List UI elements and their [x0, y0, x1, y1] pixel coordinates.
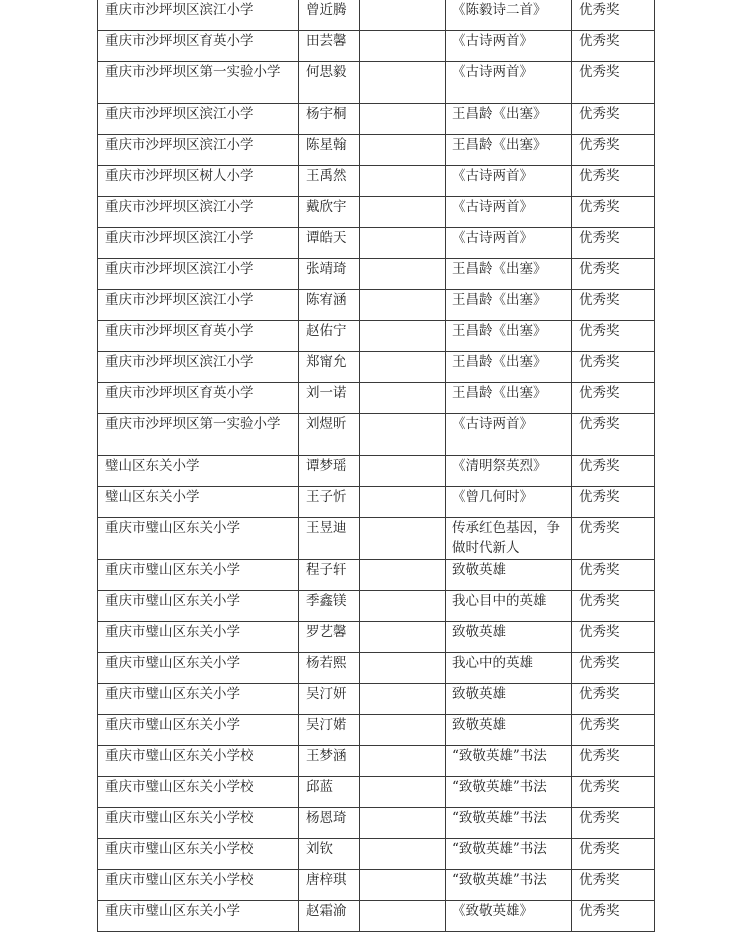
- award-cell: 优秀奖: [572, 321, 655, 352]
- name-cell: 赵霜渝: [299, 901, 360, 932]
- award-cell: 优秀奖: [572, 901, 655, 932]
- award-cell: 优秀奖: [572, 197, 655, 228]
- work-cell: 《古诗两首》: [446, 414, 572, 456]
- name-cell: 刘一诺: [299, 383, 360, 414]
- table-row: [98, 62, 655, 104]
- table-row: [98, 197, 655, 228]
- school-cell: 重庆市璧山区东关小学校: [98, 808, 299, 839]
- school-cell: 重庆市璧山区东关小学: [98, 518, 299, 560]
- school-cell: 重庆市沙坪坝区育英小学: [98, 321, 299, 352]
- school-cell: 重庆市璧山区东关小学: [98, 715, 299, 746]
- school-cell: 重庆市璧山区东关小学: [98, 591, 299, 622]
- blank-cell: [360, 715, 446, 746]
- school-cell: 重庆市沙坪坝区第一实验小学: [98, 414, 299, 456]
- work-cell: 《陈毅诗二首》: [446, 0, 572, 31]
- school-cell: 重庆市沙坪坝区育英小学: [98, 31, 299, 62]
- table-row: [98, 414, 655, 456]
- blank-cell: [360, 135, 446, 166]
- award-cell: 优秀奖: [572, 560, 655, 591]
- work-cell: 传承红色基因，争做时代新人: [446, 518, 572, 560]
- blank-cell: [360, 487, 446, 518]
- blank-cell: [360, 166, 446, 197]
- award-cell: 优秀奖: [572, 352, 655, 383]
- table-row: [98, 166, 655, 197]
- blank-cell: [360, 62, 446, 104]
- name-cell: 陈星翰: [299, 135, 360, 166]
- school-cell: 重庆市璧山区东关小学: [98, 901, 299, 932]
- table-row: [98, 290, 655, 321]
- award-cell: 优秀奖: [572, 715, 655, 746]
- work-cell: 《古诗两首》: [446, 166, 572, 197]
- name-cell: 吴汀婼: [299, 715, 360, 746]
- school-cell: 重庆市璧山区东关小学校: [98, 839, 299, 870]
- blank-cell: [360, 104, 446, 135]
- blank-cell: [360, 414, 446, 456]
- blank-cell: [360, 197, 446, 228]
- award-cell: 优秀奖: [572, 622, 655, 653]
- name-cell: 王梦涵: [299, 746, 360, 777]
- table-row: [98, 560, 655, 591]
- school-cell: 重庆市沙坪坝区滨江小学: [98, 197, 299, 228]
- school-cell: 重庆市璧山区东关小学校: [98, 870, 299, 901]
- award-cell: 优秀奖: [572, 62, 655, 104]
- work-cell: 《古诗两首》: [446, 62, 572, 104]
- award-cell: 优秀奖: [572, 746, 655, 777]
- name-cell: 刘钦: [299, 839, 360, 870]
- blank-cell: [360, 777, 446, 808]
- blank-cell: [360, 560, 446, 591]
- name-cell: 曾近腾: [299, 0, 360, 31]
- award-cell: 优秀奖: [572, 166, 655, 197]
- name-cell: 季鑫镁: [299, 591, 360, 622]
- awards-table-body: [98, 0, 655, 932]
- table-row: [98, 487, 655, 518]
- school-cell: 重庆市沙坪坝区滨江小学: [98, 228, 299, 259]
- name-cell: 谭梦瑶: [299, 456, 360, 487]
- school-cell: 璧山区东关小学: [98, 487, 299, 518]
- school-cell: 重庆市璧山区东关小学: [98, 560, 299, 591]
- name-cell: 赵佑宁: [299, 321, 360, 352]
- name-cell: 戴欣宇: [299, 197, 360, 228]
- table-row: [98, 456, 655, 487]
- school-cell: 重庆市璧山区东关小学: [98, 653, 299, 684]
- award-cell: 优秀奖: [572, 808, 655, 839]
- work-cell: 王昌龄《出塞》: [446, 321, 572, 352]
- school-cell: 重庆市沙坪坝区育英小学: [98, 383, 299, 414]
- table-row: [98, 31, 655, 62]
- blank-cell: [360, 808, 446, 839]
- table-row: [98, 870, 655, 901]
- award-cell: 优秀奖: [572, 259, 655, 290]
- blank-cell: [360, 684, 446, 715]
- work-cell: “致敬英雄”书法: [446, 808, 572, 839]
- work-cell: “致敬英雄”书法: [446, 777, 572, 808]
- table-row: [98, 591, 655, 622]
- name-cell: 田芸馨: [299, 31, 360, 62]
- name-cell: 王子忻: [299, 487, 360, 518]
- blank-cell: [360, 228, 446, 259]
- name-cell: 陈宥涵: [299, 290, 360, 321]
- award-cell: 优秀奖: [572, 104, 655, 135]
- name-cell: 杨宇桐: [299, 104, 360, 135]
- name-cell: 郑甯允: [299, 352, 360, 383]
- award-cell: 优秀奖: [572, 383, 655, 414]
- work-cell: 致敬英雄: [446, 560, 572, 591]
- table-row: [98, 228, 655, 259]
- award-cell: 优秀奖: [572, 0, 655, 31]
- award-cell: 优秀奖: [572, 870, 655, 901]
- work-cell: 王昌龄《出塞》: [446, 135, 572, 166]
- name-cell: 罗艺馨: [299, 622, 360, 653]
- table-row: [98, 653, 655, 684]
- school-cell: 重庆市璧山区东关小学校: [98, 777, 299, 808]
- award-cell: 优秀奖: [572, 456, 655, 487]
- award-cell: 优秀奖: [572, 684, 655, 715]
- work-cell: 王昌龄《出塞》: [446, 352, 572, 383]
- table-row: [98, 777, 655, 808]
- blank-cell: [360, 622, 446, 653]
- name-cell: 邱蓝: [299, 777, 360, 808]
- work-cell: “致敬英雄”书法: [446, 839, 572, 870]
- work-cell: 《古诗两首》: [446, 197, 572, 228]
- blank-cell: [360, 518, 446, 560]
- blank-cell: [360, 321, 446, 352]
- school-cell: 重庆市璧山区东关小学校: [98, 746, 299, 777]
- award-cell: 优秀奖: [572, 414, 655, 456]
- school-cell: 重庆市沙坪坝区滨江小学: [98, 290, 299, 321]
- table-row: [98, 622, 655, 653]
- blank-cell: [360, 383, 446, 414]
- name-cell: 吴汀妍: [299, 684, 360, 715]
- blank-cell: [360, 290, 446, 321]
- table-row: [98, 684, 655, 715]
- award-cell: 优秀奖: [572, 839, 655, 870]
- award-cell: 优秀奖: [572, 290, 655, 321]
- name-cell: 何思毅: [299, 62, 360, 104]
- school-cell: 重庆市璧山区东关小学: [98, 684, 299, 715]
- work-cell: 王昌龄《出塞》: [446, 104, 572, 135]
- awards-table: [97, 0, 655, 932]
- award-cell: 优秀奖: [572, 135, 655, 166]
- blank-cell: [360, 870, 446, 901]
- table-row: [98, 0, 655, 31]
- work-cell: 《清明祭英烈》: [446, 456, 572, 487]
- table-row: [98, 104, 655, 135]
- work-cell: 致敬英雄: [446, 684, 572, 715]
- blank-cell: [360, 352, 446, 383]
- school-cell: 重庆市璧山区东关小学: [98, 622, 299, 653]
- table-row: [98, 839, 655, 870]
- work-cell: “致敬英雄”书法: [446, 746, 572, 777]
- blank-cell: [360, 746, 446, 777]
- work-cell: “致敬英雄”书法: [446, 870, 572, 901]
- school-cell: 重庆市沙坪坝区滨江小学: [98, 0, 299, 31]
- table-row: [98, 135, 655, 166]
- name-cell: 王昱迪: [299, 518, 360, 560]
- work-cell: 致敬英雄: [446, 622, 572, 653]
- award-cell: 优秀奖: [572, 777, 655, 808]
- school-cell: 重庆市沙坪坝区树人小学: [98, 166, 299, 197]
- table-row: [98, 321, 655, 352]
- name-cell: 程子轩: [299, 560, 360, 591]
- blank-cell: [360, 653, 446, 684]
- school-cell: 璧山区东关小学: [98, 456, 299, 487]
- work-cell: 王昌龄《出塞》: [446, 290, 572, 321]
- school-cell: 重庆市沙坪坝区滨江小学: [98, 104, 299, 135]
- award-cell: 优秀奖: [572, 228, 655, 259]
- award-cell: 优秀奖: [572, 487, 655, 518]
- blank-cell: [360, 591, 446, 622]
- table-row: [98, 746, 655, 777]
- school-cell: 重庆市沙坪坝区滨江小学: [98, 135, 299, 166]
- table-row: [98, 259, 655, 290]
- work-cell: 王昌龄《出塞》: [446, 383, 572, 414]
- award-cell: 优秀奖: [572, 31, 655, 62]
- blank-cell: [360, 901, 446, 932]
- school-cell: 重庆市沙坪坝区第一实验小学: [98, 62, 299, 104]
- work-cell: 《致敬英雄》: [446, 901, 572, 932]
- award-cell: 优秀奖: [572, 591, 655, 622]
- name-cell: 谭皓天: [299, 228, 360, 259]
- blank-cell: [360, 0, 446, 31]
- table-row: [98, 715, 655, 746]
- table-row: [98, 518, 655, 560]
- table-row: [98, 383, 655, 414]
- name-cell: 张靖琦: [299, 259, 360, 290]
- name-cell: 杨若熙: [299, 653, 360, 684]
- blank-cell: [360, 839, 446, 870]
- blank-cell: [360, 456, 446, 487]
- name-cell: 王禹然: [299, 166, 360, 197]
- work-cell: 我心中的英雄: [446, 653, 572, 684]
- table-row: [98, 901, 655, 932]
- work-cell: 《古诗两首》: [446, 31, 572, 62]
- blank-cell: [360, 259, 446, 290]
- school-cell: 重庆市沙坪坝区滨江小学: [98, 259, 299, 290]
- name-cell: 唐梓琪: [299, 870, 360, 901]
- school-cell: 重庆市沙坪坝区滨江小学: [98, 352, 299, 383]
- name-cell: 杨恩琦: [299, 808, 360, 839]
- table-row: [98, 808, 655, 839]
- work-cell: 致敬英雄: [446, 715, 572, 746]
- name-cell: 刘煜昕: [299, 414, 360, 456]
- work-cell: 《古诗两首》: [446, 228, 572, 259]
- award-cell: 优秀奖: [572, 653, 655, 684]
- table-row: [98, 352, 655, 383]
- blank-cell: [360, 31, 446, 62]
- work-cell: 《曾几何时》: [446, 487, 572, 518]
- work-cell: 王昌龄《出塞》: [446, 259, 572, 290]
- work-cell: 我心目中的英雄: [446, 591, 572, 622]
- award-cell: 优秀奖: [572, 518, 655, 560]
